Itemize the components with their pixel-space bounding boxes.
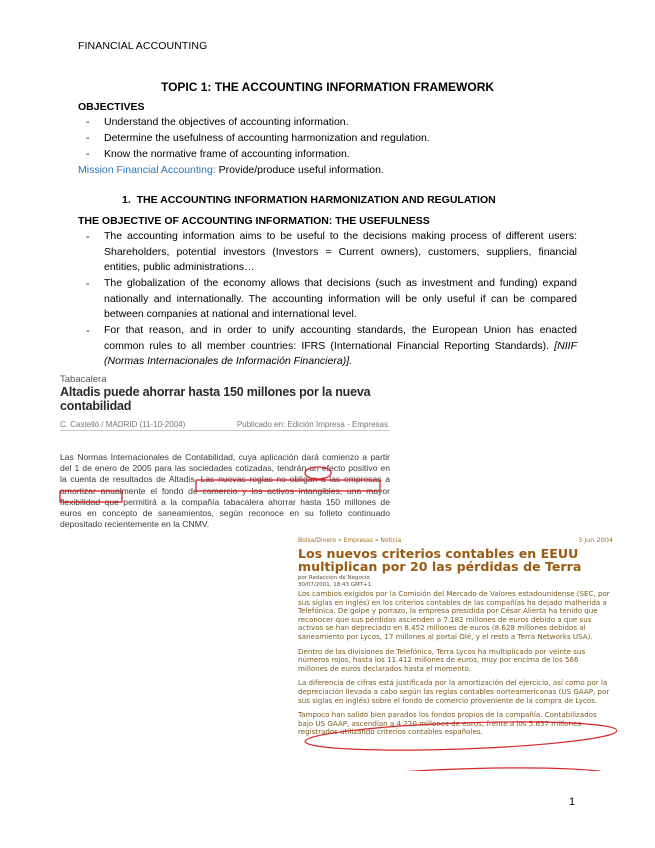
section-title: THE ACCOUNTING INFORMATION HARMONIZATION AND REGULATION — [136, 194, 496, 206]
clipping-date: 3 jun 2004 — [578, 536, 613, 544]
bullet-dash: - — [86, 278, 90, 290]
running-header: FINANCIAL ACCOUNTING — [78, 40, 208, 52]
clipping-paragraph: La diferencia de cifras está justificada por la amortización del ejercicio, así como por la depreciación llevada a cabo según las reglas contables norteamericanas (US GAAP, por sus siglas en inglés) sobre el fondo de comercio proveniente de la compra de Lycos. — [298, 678, 610, 705]
clipping-paragraph: Dentro de las divisiones de Telefónica, Terra Lycos ha multiplicado por veinte sus números rojos, hasta los 11.412 millones de euros, muy por encima de los 566 millones de euros declarados hasta el momento. — [298, 646, 586, 673]
author-name: por Redacción de Negocio — [298, 575, 370, 581]
clipping-author — [298, 575, 371, 588]
bullet-dash: - — [86, 116, 90, 128]
section-heading — [122, 194, 496, 207]
objective-item: Know the normative frame of accounting information. — [104, 148, 350, 160]
bullet-dash: - — [86, 325, 90, 337]
news-clipping-terra — [295, 531, 617, 771]
bullet-paragraph: The accounting information aims to be useful to the decisions making process of different users: Shareholders, potential investors (Investors = Current owners), customers, suppliers, financial entities, public administrations… — [104, 230, 577, 274]
mission-label: Mission Financial Accounting: — [78, 164, 216, 176]
objectives-heading: OBJECTIVES — [78, 101, 145, 113]
bullet-dash: - — [86, 148, 90, 160]
bullet-dash: - — [86, 132, 90, 144]
bullet-text: For that reason, and in order to unify accounting standards, the European Union has enacted common rules to all member countries: IFRS (International Financial Reporting Standards). — [104, 324, 577, 352]
author-timestamp: 30/07/2001, 18:43 GMT+1 — [298, 581, 372, 588]
section-number: 1. — [122, 194, 131, 206]
topic-title: TOPIC 1: THE ACCOUNTING INFORMATION FRAMEWORK — [160, 80, 495, 94]
clipping-body — [298, 590, 610, 743]
objective-item: Understand the objectives of accounting information. — [104, 116, 349, 128]
mission-text: Provide/produce useful information. — [215, 164, 384, 176]
clipping-divider — [60, 430, 390, 431]
clipping-breadcrumb: Bolsa/Dinero » Empresas » Noticia — [298, 537, 402, 544]
bullet-italic-note: [NIIF (Normas Internacionales de Información Financiera)]. — [104, 339, 577, 368]
clipping-byline: C. Castelló / MADRID (11-10-2004) — [60, 420, 186, 429]
bullet-paragraph — [104, 323, 577, 370]
page-number: 1 — [569, 796, 576, 808]
clipping-source: Tabacalera — [60, 374, 107, 385]
clipping-headline: Los nuevos criterios contables en EEUU multiplican por 20 las pérdidas de Terra — [298, 546, 582, 574]
objective-item: Determine the usefulness of accounting harmonization and regulation. — [104, 132, 430, 144]
news-clipping-altadis — [58, 374, 390, 534]
clipping-paragraph: Tampoco han salido bien parados los fondos propios de la compañía. Contabilizados bajo US GAAP, ascendían a 4.220 millones de euros, frente a los 5.657 millones registrados utilizando criterios contables españoles. — [298, 710, 597, 737]
bullet-paragraph: The globalization of the economy allows that decisions (such as investment and funding) expand nationally and internationally. The accounting information will be only useful if can be compared between companies at national and international level. — [104, 277, 577, 321]
clipping-headline: Altadis puede ahorrar hasta 150 millones por la nueva contabilidad — [60, 385, 371, 413]
clipping-published: Publicado en: Edición Impresa - Empresas — [236, 420, 388, 429]
mission-line — [78, 164, 384, 177]
clipping-paragraph: Los cambios exigidos por la Comisión del Mercado de Valores estadounidense (SEC, por sus siglas en inglés) en los criterios contables de las compañías ha dejado malherida a Telefónica. De golpe y porrazo, la empresa presidida por César Alierta ha tenido que reconocer que sus pérdidas ascienden a 7.182 millones de euros debido a que sus activos se han depreciado en 8.452 millones de euros (8.628 millones debidos al saneamiento por Lycos, 17 millones al portal Olé, y el resto a Terra Networks USA). — [298, 589, 610, 641]
bullet-dash: - — [86, 231, 90, 243]
subsection-title: THE OBJECTIVE OF ACCOUNTING INFORMATION: THE USEFULNESS — [78, 215, 430, 227]
clipping-body: Las Normas Internacionales de Contabilidad, cuya aplicación dará comienzo a partir del 1 de enero de 2005 para las sociedades cotizadas, tendrán un efecto positivo en la cuenta de resultados de Altadis. Las nuevas reglas no obligan a las empresas a amortizar anualmente el fondo de comercio y los activos intangibles, una mayor flexibilidad que permitirá a la compañía tabacalera ahorrar hasta 150 millones de euros en concepto de saneamientos, según reconoce en su folleto continuado depositado recientemente en la CNMV. — [60, 452, 390, 530]
highlight-ellipse — [301, 763, 617, 771]
